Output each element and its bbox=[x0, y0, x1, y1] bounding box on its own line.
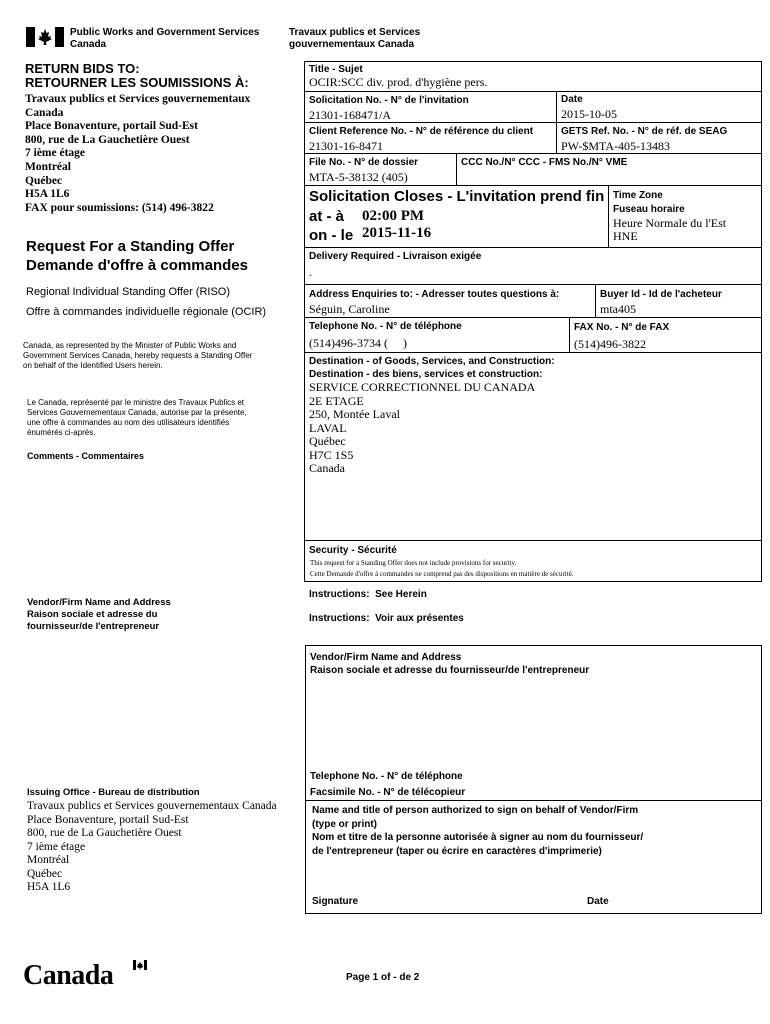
time-zone-value-line2: HNE bbox=[613, 229, 638, 243]
vendor-box-label-line2: Raison sociale et adresse du fournisseur/de l'entrepreneur bbox=[310, 665, 590, 676]
doc-title-en: Request For a Standing Offer bbox=[26, 238, 235, 255]
closes-at-label: at - à bbox=[309, 208, 345, 225]
dept-name-fr-line2: gouvernementaux Canada bbox=[289, 39, 415, 50]
client-ref-value: 21301-16-8471 bbox=[309, 139, 383, 153]
file-no-label: File No. - N° de dossier bbox=[309, 157, 419, 168]
issuing-office-line: H5A 1L6 bbox=[27, 881, 71, 893]
ccc-no-label: CCC No./N° CCC - FMS No./N° VME bbox=[461, 157, 628, 168]
client-ref-label: Client Reference No. - N° de référence du client bbox=[309, 126, 534, 137]
issuing-office-label: Issuing Office - Bureau de distribution bbox=[27, 787, 200, 798]
notice-en-line: on behalf of the Identified Users herein. bbox=[23, 361, 163, 370]
notice-fr-line: une offre à commandes au nom des utilisateurs identifiés bbox=[27, 418, 230, 427]
delivery-label: Delivery Required - Livraison exigée bbox=[309, 251, 482, 262]
return-bids-line: Montréal bbox=[25, 160, 71, 173]
destination-line: 250, Montée Laval bbox=[309, 407, 400, 421]
notice-fr-line: Le Canada, représenté par le ministre des Travaux Publics et bbox=[27, 398, 245, 407]
return-bids-line: Place Bonaventure, portail Sud-Est bbox=[25, 120, 198, 133]
time-zone-label-en: Time Zone bbox=[613, 190, 663, 201]
return-bids-line: Canada bbox=[25, 106, 64, 119]
closes-on-value: 2015-11-16 bbox=[362, 225, 432, 241]
issuing-office-line: Travaux publics et Services gouvernementaux Canada bbox=[27, 800, 277, 812]
signer-label-line2: (type or print) bbox=[312, 818, 377, 830]
security-label: Security - Sécurité bbox=[309, 545, 397, 556]
destination-line: Canada bbox=[309, 461, 345, 475]
instructions-fr: Instructions: Voir aux présentes bbox=[309, 613, 464, 624]
vendor-box-label-line1: Vendor/Firm Name and Address bbox=[310, 652, 462, 663]
fax-value: (514)496-3822 bbox=[574, 337, 646, 351]
telephone-value: (514)496-3734 ( ) bbox=[309, 336, 407, 350]
time-zone-label-fr: Fuseau horaire bbox=[613, 204, 685, 215]
return-bids-fax: FAX pour soumissions: (514) 496-3822 bbox=[25, 201, 214, 214]
destination-label-fr: Destination - des biens, services et construction: bbox=[309, 369, 543, 380]
signer-label-line4: de l'entrepreneur (taper ou écrire en caractères d'imprimerie) bbox=[312, 845, 602, 857]
destination-label-en: Destination - of Goods, Services, and Construction: bbox=[309, 356, 555, 367]
return-bids-address bbox=[25, 93, 250, 215]
signer-label-line1: Name and title of person authorized to sign on behalf of Vendor/Firm bbox=[312, 805, 639, 816]
return-bids-line: Québec bbox=[25, 174, 63, 187]
notice-fr-line: Services Gouvernementaux Canada, autorise par la présente, bbox=[27, 408, 247, 417]
fax-label: FAX No. - N° de FAX bbox=[574, 322, 670, 333]
return-bids-line: 800, rue de La Gauchetière Ouest bbox=[25, 133, 190, 146]
destination-line: H7C 1S5 bbox=[309, 447, 354, 462]
buyer-id-value: mta405 bbox=[600, 302, 636, 316]
comments-label: Comments - Commentaires bbox=[27, 451, 145, 461]
canada-flag-icon bbox=[26, 27, 64, 47]
doc-subtitle-fr: Offre à commandes individuelle régionale (OCIR) bbox=[26, 306, 267, 318]
closes-on-label: on - le bbox=[309, 227, 354, 244]
issuing-office-address bbox=[27, 800, 277, 895]
notice-en-line: Canada, as represented by the Minister of Public Works and bbox=[23, 341, 237, 350]
dept-name-fr-line1: Travaux publics et Services bbox=[289, 27, 421, 38]
notice-en-line: Government Services Canada, hereby requests a Standing Offer bbox=[23, 351, 253, 360]
solicitation-no-value: 21301-168471/A bbox=[309, 108, 391, 122]
gets-ref-value: PW-$MTA-405-13483 bbox=[561, 139, 671, 153]
solicitation-no-label: Solicitation No. - N° de l'invitation bbox=[309, 95, 469, 106]
issuing-office-line: 800, rue de La Gauchetière Ouest bbox=[27, 827, 182, 839]
page-number: Page 1 of - de 2 bbox=[346, 972, 420, 983]
signature-date-label: Date bbox=[587, 896, 609, 907]
buyer-id-label: Buyer Id - Id de l'acheteur bbox=[600, 289, 722, 300]
address-enquiries-label: Address Enquiries to: - Adresser toutes questions à: bbox=[309, 289, 560, 300]
time-zone-value-line1: Heure Normale du l'Est bbox=[613, 216, 727, 230]
return-bids-title-en: RETURN BIDS TO: bbox=[25, 61, 140, 76]
issuing-office-line: Place Bonaventure, portail Sud-Est bbox=[27, 813, 189, 826]
left-vendor-label-line2: Raison sociale et adresse du bbox=[27, 609, 158, 620]
notice-fr-line: énumérés ci-après. bbox=[27, 428, 96, 437]
left-vendor-label-line3: fournisseur/de l'entrepreneur bbox=[27, 621, 160, 632]
return-bids-line: H5A 1L6 bbox=[25, 188, 70, 201]
security-note-fr: Cette Demande d'offre à commandes ne comprend pas des dispositions en matière de sécurité. bbox=[310, 570, 574, 578]
issuing-office-line: Québec bbox=[27, 867, 63, 880]
left-vendor-label-line1: Vendor/Firm Name and Address bbox=[27, 597, 171, 608]
date-label: Date bbox=[561, 94, 583, 105]
signature-label: Signature bbox=[312, 896, 359, 907]
destination-line: SERVICE CORRECTIONNEL DU CANADA bbox=[309, 380, 536, 394]
doc-subtitle-en: Regional Individual Standing Offer (RISO) bbox=[26, 286, 231, 298]
destination-line: 2E ETAGE bbox=[309, 393, 364, 408]
security-note-en: This request for a Standing Offer does not include provisions for security. bbox=[310, 559, 517, 567]
delivery-value: . bbox=[309, 265, 312, 279]
closes-title: Solicitation Closes - L'invitation prend fin bbox=[309, 188, 605, 205]
title-value: OCIR:SCC div. prod. d'hygiène pers. bbox=[309, 75, 488, 89]
title-label: Title - Sujet bbox=[309, 64, 363, 75]
canada-wordmark-logo: Canada bbox=[23, 956, 133, 996]
telephone-label: Telephone No. - N° de téléphone bbox=[309, 321, 462, 332]
address-enquiries-value: Séguin, Caroline bbox=[309, 302, 390, 316]
date-value: 2015-10-05 bbox=[561, 107, 617, 121]
dept-name-en-line1: Public Works and Government Services bbox=[70, 27, 260, 38]
instructions-en: Instructions: See Herein bbox=[309, 589, 427, 600]
gets-ref-label: GETS Ref. No. - N° de réf. de SEAG bbox=[561, 126, 728, 137]
return-bids-title-fr: RETOURNER LES SOUMISSIONS À: bbox=[25, 75, 249, 90]
dept-name-en-line2: Canada bbox=[70, 39, 107, 50]
issuing-office-line: Montréal bbox=[27, 854, 70, 866]
closes-at-value: 02:00 PM bbox=[362, 208, 425, 224]
vendor-telephone-label: Telephone No. - N° de téléphone bbox=[310, 771, 463, 782]
return-bids-line: Travaux publics et Services gouvernementaux bbox=[25, 93, 251, 105]
wordmark-flag-icon bbox=[133, 960, 147, 970]
destination-address bbox=[309, 381, 535, 476]
file-no-value: MTA-5-38132 (405) bbox=[309, 170, 408, 184]
vendor-facsimile-label: Facsimile No. - N° de télécopieur bbox=[310, 787, 466, 798]
signer-label-line3: Nom et titre de la personne autorisée à signer au nom du fournisseur/ bbox=[312, 832, 644, 843]
issuing-office-line: 7 ième étage bbox=[27, 840, 86, 853]
return-bids-line: 7 ième étage bbox=[25, 147, 86, 160]
destination-line: LAVAL bbox=[309, 420, 347, 435]
destination-line: Québec bbox=[309, 434, 346, 448]
doc-title-fr: Demande d'offre à commandes bbox=[26, 257, 248, 274]
